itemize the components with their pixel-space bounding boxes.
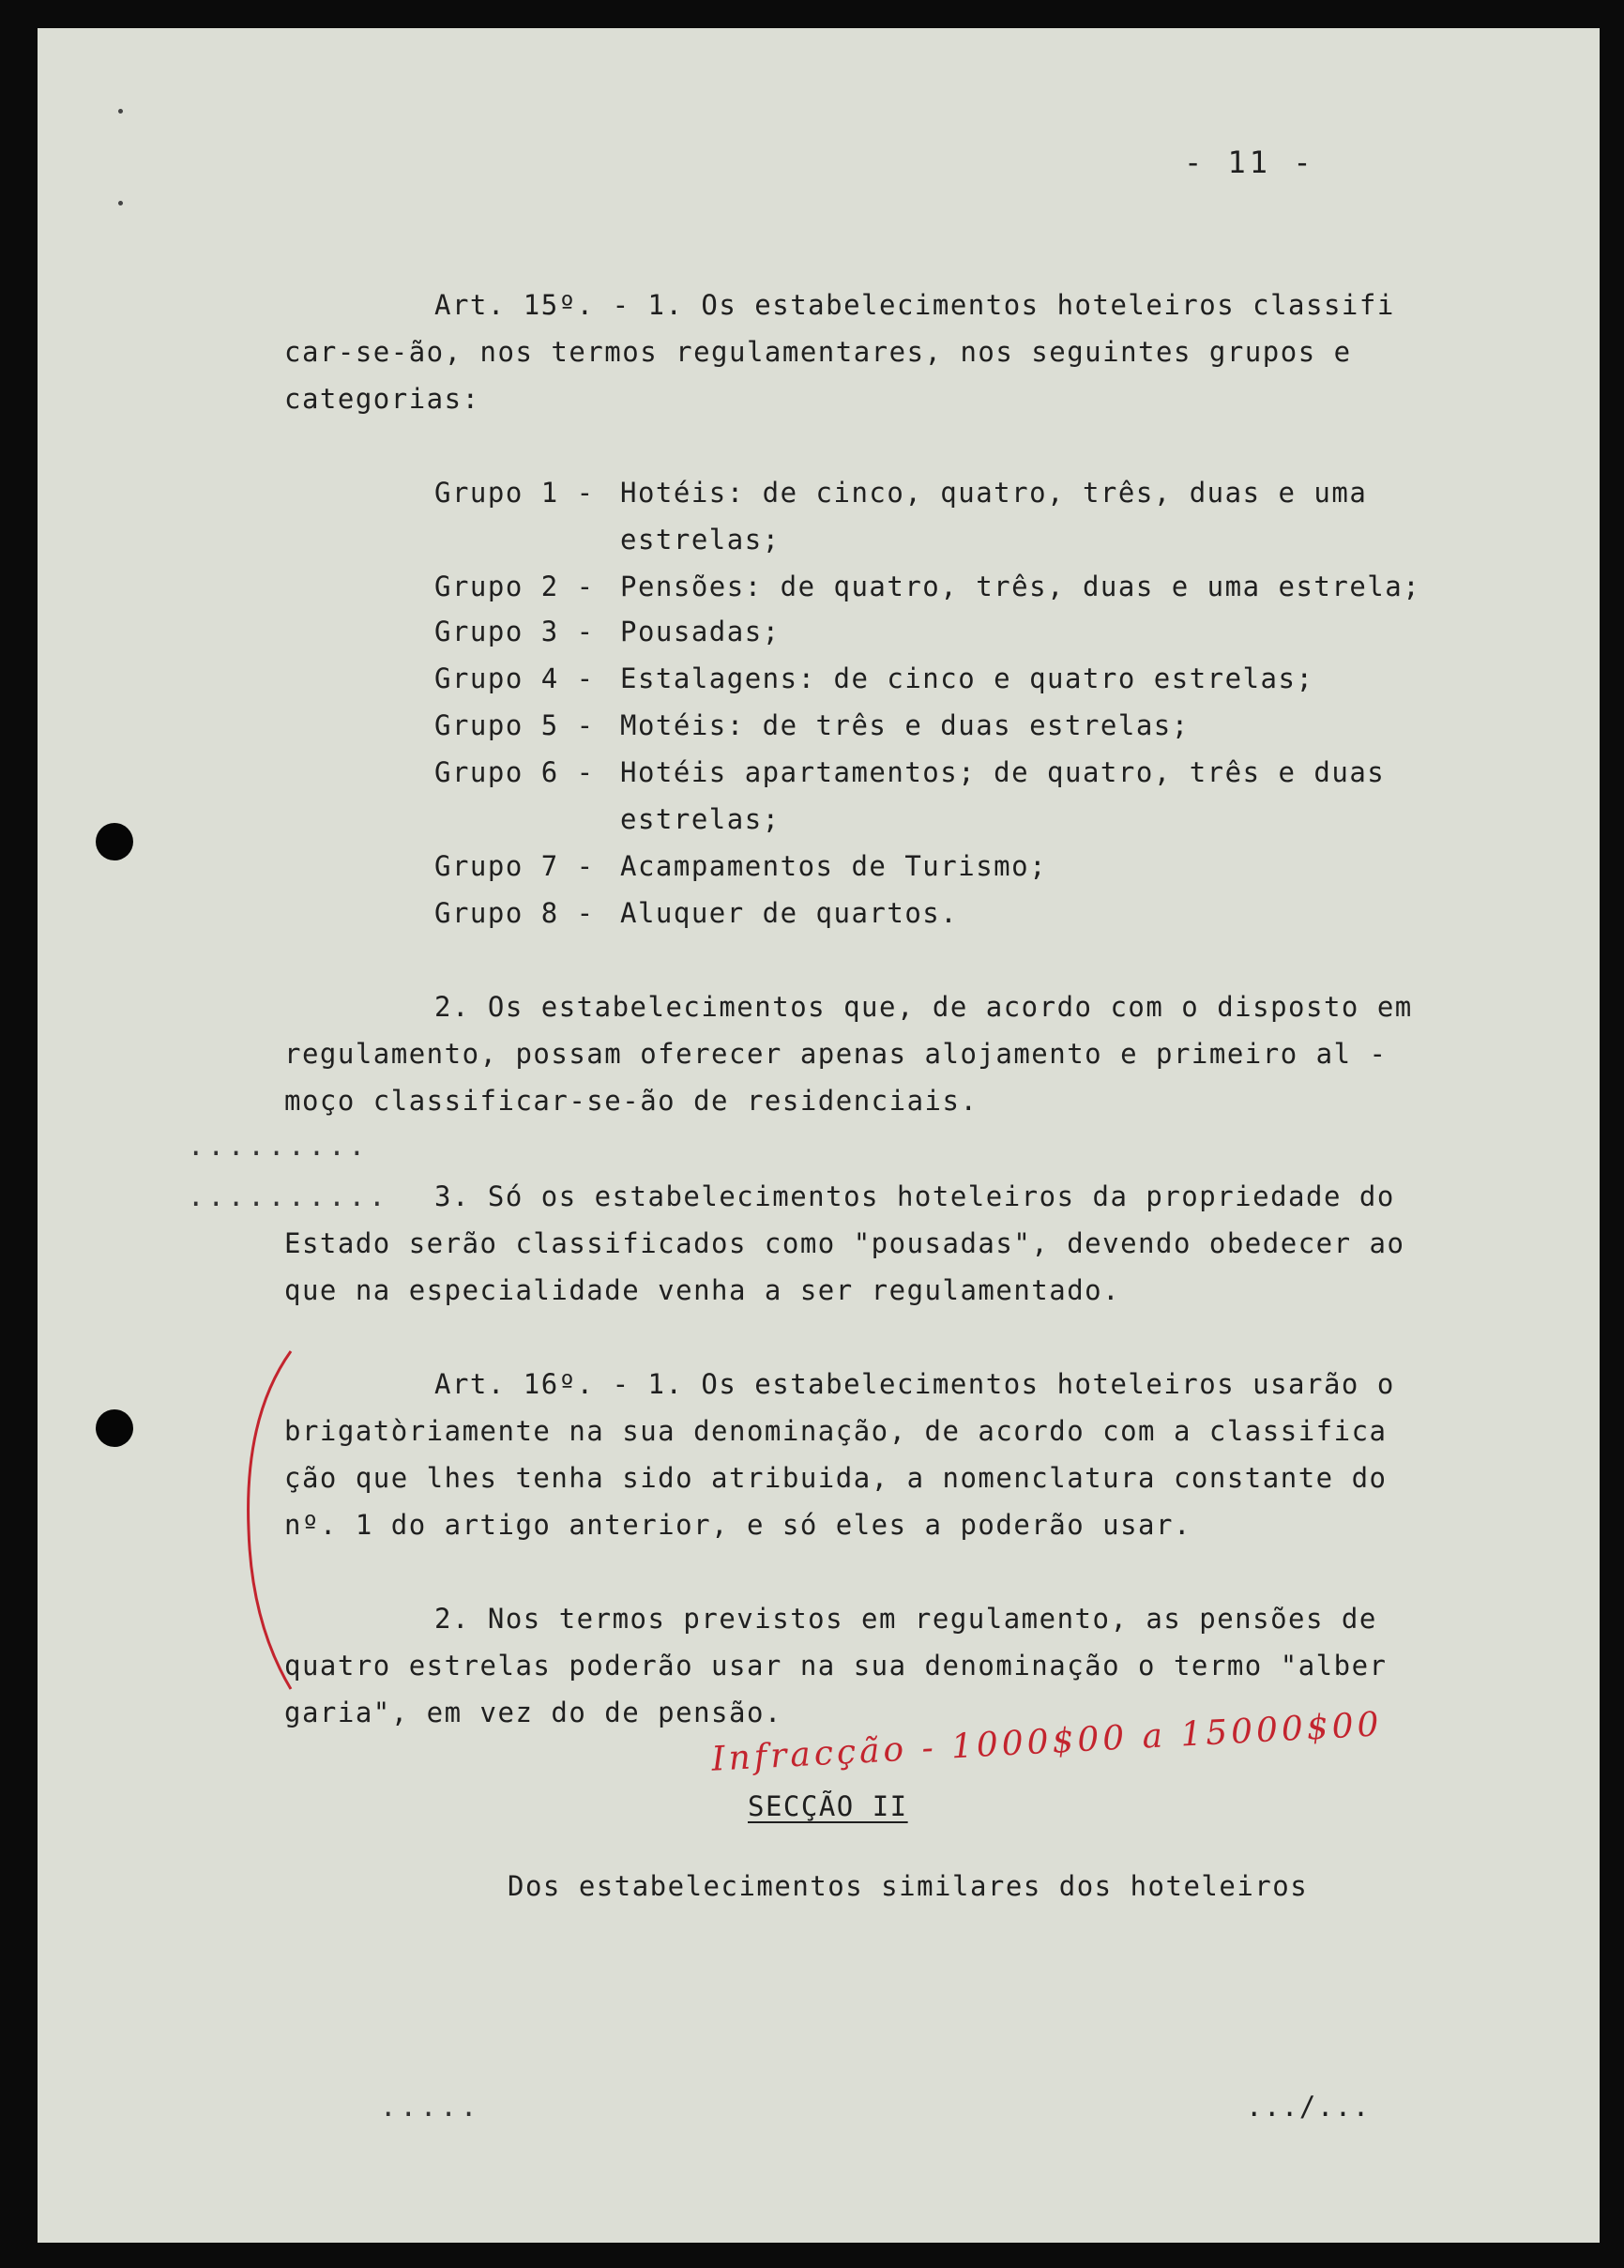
group-1-text-cont: estrelas; xyxy=(620,524,781,556)
art16-p1-line1: Art. 16º. - 1. Os estabelecimentos hoteleiros usarão o xyxy=(434,1368,1395,1400)
section-heading: SECÇÃO II xyxy=(748,1790,908,1822)
group-6-text-cont: estrelas; xyxy=(620,803,781,835)
group-4-text: Estalagens: de cinco e quatro estrelas; xyxy=(620,662,1314,694)
paper-speck xyxy=(118,201,123,205)
group-5-text: Motéis: de três e duas estrelas; xyxy=(620,709,1190,741)
section-subtitle: Dos estabelecimentos similares dos hoteleiros xyxy=(508,1870,1309,1902)
art16-p1-line3: ção que lhes tenha sido atribuida, a nomenclatura constante do xyxy=(284,1462,1388,1494)
page-number: - 11 - xyxy=(1184,145,1315,180)
art15-p3-line2: Estado serão classificados como "pousadas", devendo obedecer ao xyxy=(284,1227,1405,1259)
art15-p2-line3: moço classificar-se-ão de residenciais. xyxy=(284,1085,979,1117)
art16-p2-line1: 2. Nos termos previstos em regulamento, as pensões de xyxy=(434,1603,1377,1635)
art15-p1-line2: car-se-ão, nos termos regulamentares, nos seguintes grupos e xyxy=(284,336,1352,368)
art16-p1-line2: brigatòriamente na sua denominação, de acordo com a classifica xyxy=(284,1415,1388,1447)
group-2-text: Pensões: de quatro, três, duas e uma estrela; xyxy=(620,571,1421,602)
punch-hole-top xyxy=(96,823,133,860)
art15-p2-line1: 2. Os estabelecimentos que, de acordo com o disposto em xyxy=(434,991,1413,1023)
group-8-text: Aluquer de quartos. xyxy=(620,897,959,929)
continuation-mark: .../... xyxy=(1246,2091,1371,2123)
group-8-label: Grupo 8 - xyxy=(434,897,595,929)
group-7-text: Acampamentos de Turismo; xyxy=(620,850,1048,882)
group-1-label: Grupo 1 - xyxy=(434,477,595,509)
group-5-label: Grupo 5 - xyxy=(434,709,595,741)
group-7-label: Grupo 7 - xyxy=(434,850,595,882)
group-4-label: Grupo 4 - xyxy=(434,662,595,694)
handwritten-note: Infracção - 1000$00 a 15000$00 xyxy=(710,1705,1384,1779)
art16-p2-line3: garia", em vez do de pensão. xyxy=(284,1697,782,1728)
group-3-label: Grupo 3 - xyxy=(434,616,595,647)
fold-dots: ......... xyxy=(188,1130,370,1162)
group-1-text: Hotéis: de cinco, quatro, três, duas e uma xyxy=(620,477,1368,509)
punch-hole-bottom xyxy=(96,1409,133,1447)
fold-dots: .......... xyxy=(188,1180,389,1212)
art15-p3-line1: 3. Só os estabelecimentos hoteleiros da propriedade do xyxy=(434,1180,1395,1212)
art16-p2-line2: quatro estrelas poderão usar na sua denominação o termo "alber xyxy=(284,1650,1388,1682)
group-6-text: Hotéis apartamentos; de quatro, três e duas xyxy=(620,756,1386,788)
fold-dots: ..... xyxy=(380,2091,481,2123)
group-3-text: Pousadas; xyxy=(620,616,781,647)
art15-p2-line2: regulamento, possam oferecer apenas alojamento e primeiro al - xyxy=(284,1038,1388,1070)
art15-p1-line3: categorias: xyxy=(284,383,480,415)
art15-p1-line1: Art. 15º. - 1. Os estabelecimentos hoteleiros classifi xyxy=(434,289,1395,321)
art16-p1-line4: nº. 1 do artigo anterior, e só eles a poderão usar. xyxy=(284,1509,1191,1541)
group-6-label: Grupo 6 - xyxy=(434,756,595,788)
paper-speck xyxy=(118,109,123,114)
group-2-label: Grupo 2 - xyxy=(434,571,595,602)
art15-p3-line3: que na especialidade venha a ser regulamentado. xyxy=(284,1274,1121,1306)
